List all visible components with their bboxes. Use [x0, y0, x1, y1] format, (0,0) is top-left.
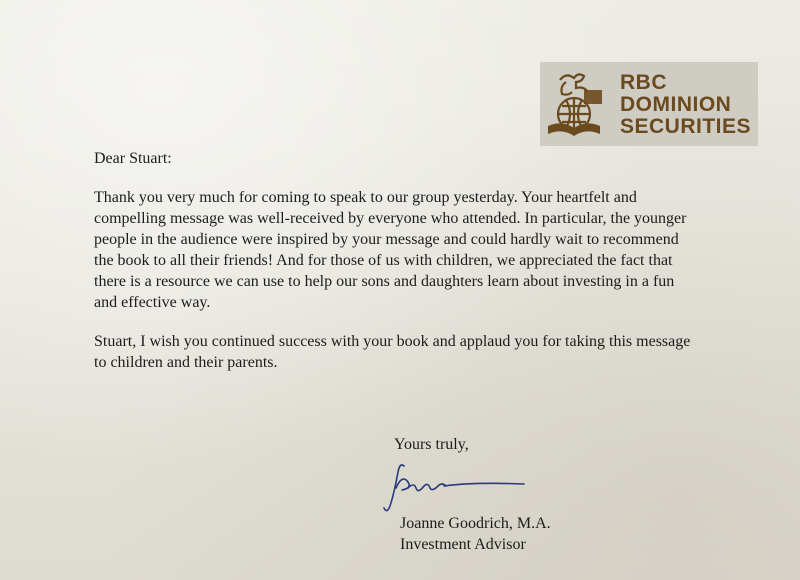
logo-wordmark [620, 72, 751, 138]
letter-body [94, 148, 694, 391]
salutation: Dear Stuart: [94, 150, 172, 167]
signer-block [400, 513, 551, 555]
paragraph-2: Stuart, I wish you continued success with your book and applaud you for taking this message to children and their parents. [94, 333, 691, 371]
rbc-lion-globe-icon [546, 70, 606, 140]
logo-line-2: DOMINION [620, 93, 732, 116]
handwritten-signature [382, 458, 552, 518]
paragraph-1: Thank you very much for coming to speak to our group yesterday. Your heartfelt and compelling message was well-received by everyone who attended. In particular, the younger people in the audience were inspired by your message and could hardly wait to recommend the book to all their friends! And for those of us with children, we appreciated the fact that there is a resource we can use to help our sons and daughters learn about investing in a fun and effective way. [94, 189, 687, 311]
logo-line-3: SECURITIES [620, 115, 752, 138]
logo-line-1: RBC [620, 71, 667, 94]
letterhead-logo [540, 62, 758, 146]
closing: Yours truly, [394, 436, 469, 453]
signer-name: Joanne Goodrich, M.A. [400, 515, 551, 532]
signer-title: Investment Advisor [400, 536, 526, 553]
